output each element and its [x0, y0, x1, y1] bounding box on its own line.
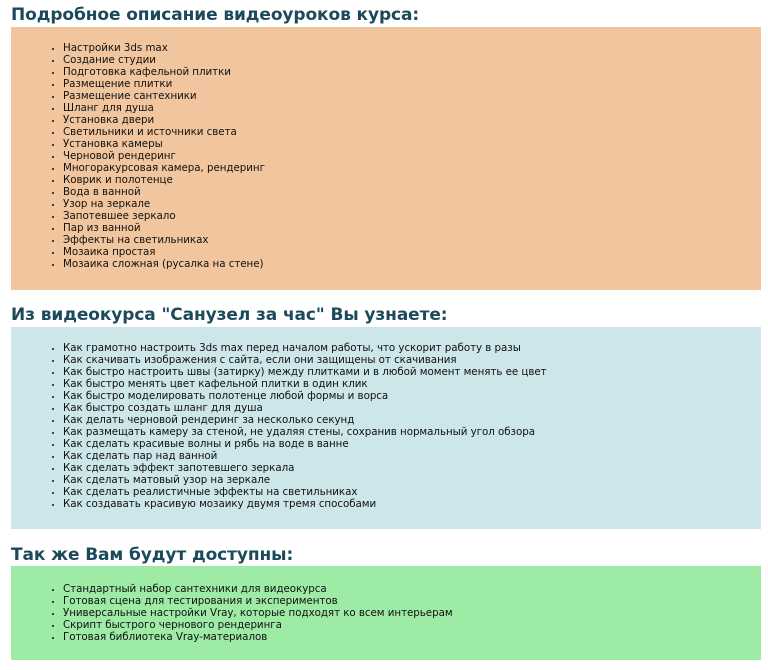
list-item: • Готовая библиотека Vray-материалов: [63, 631, 761, 643]
list-item: • Черновой рендеринг: [63, 150, 761, 162]
list-item: • Как быстро моделировать полотенце любой формы и ворса: [63, 390, 761, 402]
list-item: • Мозаика сложная (русалка на стене): [63, 258, 761, 270]
list-item: • Как скачивать изображения с сайта, если они защищены от скачивания: [63, 354, 761, 366]
list-item: • Как размещать камеру за стеной, не удаляя стены, сохранив нормальный угол обзора: [63, 426, 761, 438]
list-item: • Скрипт быстрого чернового рендеринга: [63, 619, 761, 631]
panel-also-available: [11, 566, 761, 660]
list-item: • Как делать черновой рендеринг за несколько секунд: [63, 414, 761, 426]
section-title-you-will-learn: Из видеокурса "Санузел за час" Вы узнаете:: [11, 305, 448, 325]
list-item: • Как создавать красивую мозаику двумя тремя способами: [63, 498, 761, 510]
available-list: [11, 583, 761, 643]
list-item: • Шланг для душа: [63, 102, 761, 114]
section-title-lessons: Подробное описание видеоуроков курса:: [11, 5, 420, 25]
list-item: • Как сделать красивые волны и рябь на воде в ванне: [63, 438, 761, 450]
list-item: • Как сделать эффект запотевшего зеркала: [63, 462, 761, 474]
list-item: • Настройки 3ds max: [63, 42, 761, 54]
list-item: • Как быстро менять цвет кафельной плитки в один клик: [63, 378, 761, 390]
list-item: • Как сделать пар над ванной: [63, 450, 761, 462]
list-item: • Создание студии: [63, 54, 761, 66]
list-item: • Пар из ванной: [63, 222, 761, 234]
list-item: • Установка двери: [63, 114, 761, 126]
section-title-also-available: Так же Вам будут доступны:: [11, 545, 294, 565]
list-item: • Размещение плитки: [63, 78, 761, 90]
list-item: • Мозаика простая: [63, 246, 761, 258]
panel-lessons: [11, 27, 761, 290]
learn-list: [11, 342, 761, 510]
list-item: • Коврик и полотенце: [63, 174, 761, 186]
list-item: • Как быстро создать шланг для душа: [63, 402, 761, 414]
list-item: • Как сделать матовый узор на зеркале: [63, 474, 761, 486]
list-item: • Вода в ванной: [63, 186, 761, 198]
list-item: • Как грамотно настроить 3ds max перед началом работы, что ускорит работу в разы: [63, 342, 761, 354]
list-item: • Многоракурсовая камера, рендеринг: [63, 162, 761, 174]
list-item: • Стандартный набор сантехники для видеокурса: [63, 583, 761, 595]
list-item: • Эффекты на светильниках: [63, 234, 761, 246]
list-item: • Размещение сантехники: [63, 90, 761, 102]
list-item: • Запотевшее зеркало: [63, 210, 761, 222]
list-item: • Подготовка кафельной плитки: [63, 66, 761, 78]
panel-you-will-learn: [11, 327, 761, 529]
list-item: • Узор на зеркале: [63, 198, 761, 210]
lessons-list: [11, 42, 761, 270]
list-item: • Как быстро настроить швы (затирку) между плитками и в любой момент менять ее цвет: [63, 366, 761, 378]
list-item: • Универсальные настройки Vray, которые подходят ко всем интерьерам: [63, 607, 761, 619]
list-item: • Светильники и источники света: [63, 126, 761, 138]
list-item: • Готовая сцена для тестирования и экспериментов: [63, 595, 761, 607]
list-item: • Как сделать реалистичные эффекты на светильниках: [63, 486, 761, 498]
list-item: • Установка камеры: [63, 138, 761, 150]
